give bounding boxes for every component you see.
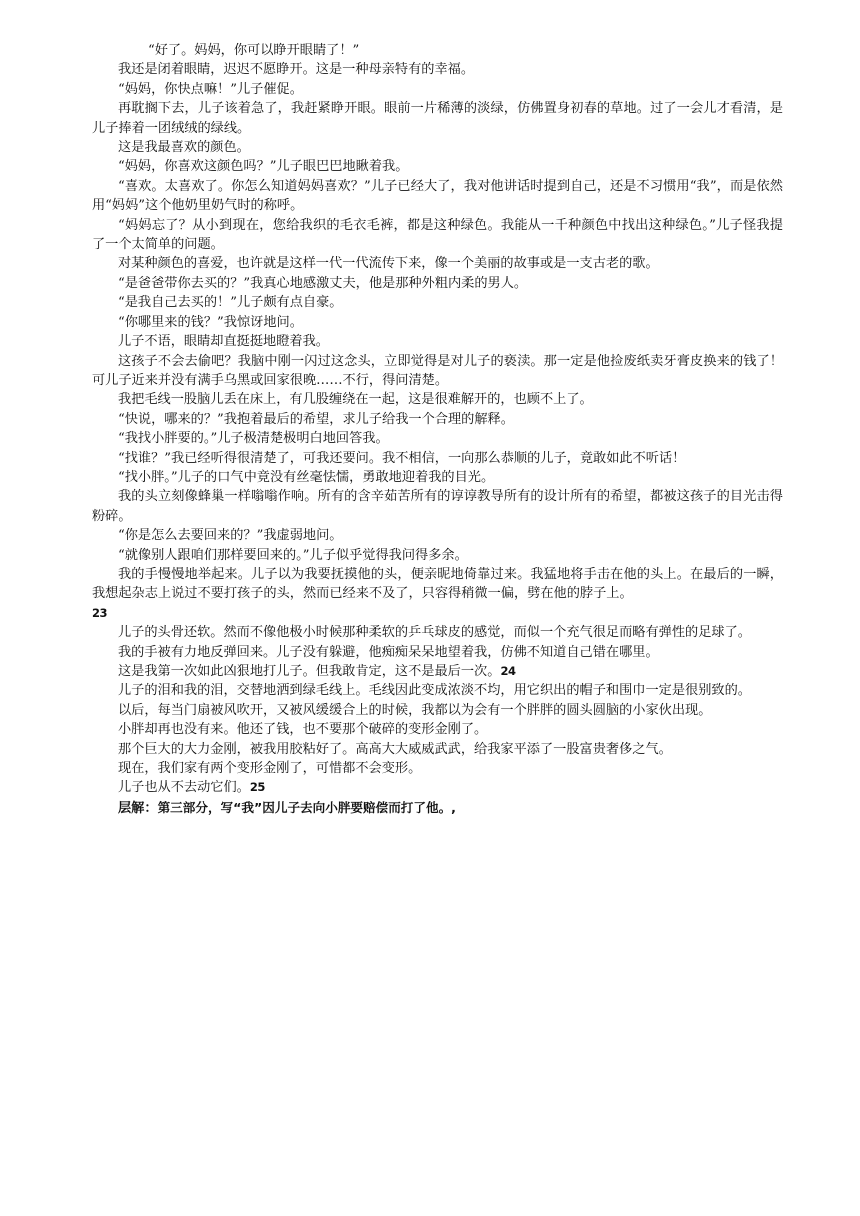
paragraph-22: “就像别人跟咱们那样要回来的。”儿子似乎觉得我问得多余。 [118,547,468,563]
layer-analysis [92,798,783,818]
paragraph-32 [92,778,783,797]
paragraph-1: “好了。妈妈，你可以睁开眼睛了！” [148,43,360,58]
paragraph-29: 小胖却再也没有来。他还了钱，也不要那个破碎的变形金刚了。 [118,722,488,738]
paragraph-9: 对某种颜色的喜爱，也许就是这样一代一代流传下来，像一个美丽的故事或是一支古老的歌。 [118,256,659,272]
paragraph-18: “找谁？”我已经听得很清楚了，可我还要问。我不相信，一向那么恭顺的儿子，竟敢如此不听话！ [118,450,686,466]
paragraph-14: 这孩子不会去偷吧？我脑中刚一闪过这念头，立即觉得是对儿子的亵渎。那一定是他捡废纸卖牙膏皮换来的钱了！可儿子近来并没有满手乌黑或回家很晚……不行，得问清楚。 [92,353,783,388]
paragraph-12: “你哪里来的钱？”我惊讶地问。 [118,314,303,330]
paragraph-31: 现在，我们家有两个变形金刚了，可惜都不会变形。 [118,761,422,777]
paragraph-23: 我的手慢慢地举起来。儿子以为我要抚摸他的头，便亲昵地倚靠过来。我猛地将手击在他的头上。在最后的一瞬，我想起杂志上说过不要打孩子的头，然而已经来不及了，只容得稍微一偏，劈在他的脖子上。 [92,566,783,602]
paragraph-2: 我还是闭着眼睛，迟迟不愿睁开。这是一种母亲特有的幸福。 [118,62,475,78]
section-marker-24: 24 [500,664,516,678]
paragraph-21: “你是怎么去要回来的？”我虚弱地问。 [118,528,343,544]
paragraph-24: 儿子的头骨还软。然而不像他极小时候那种柔软的乒乓球皮的感觉，而似一个充气很足而略有弹性的足球了。 [118,625,751,641]
paragraph-13: 儿子不语，眼睛却直挺挺地瞪着我。 [118,334,329,350]
paragraph-6: “妈妈，你喜欢这颜色吗？”儿子眼巴巴地瞅着我。 [118,159,409,175]
analysis-text: 第三部分，写“我”因儿子去向小胖要赔偿而打了他。, [157,799,456,815]
paragraph-10: “是爸爸带你去买的？”我真心地感激丈夫，他是那种外粗内柔的男人。 [118,275,528,291]
paragraph-32-text: 儿子也从不去动它们。 [118,780,250,796]
paragraph-8: “妈妈忘了？从小到现在，您给我织的毛衣毛裤，都是这种绿色。我能从一千种颜色中找出这种绿色。”儿子怪我提了一个太简单的问题。 [92,217,783,253]
paragraph-20: 我的头立刻像蜂巢一样嗡嗡作响。所有的含辛茹苦所有的谆谆教导所有的设计所有的希望，都被这孩子的目光击得粉碎。 [92,489,783,524]
paragraph-3: “妈妈，你快点嘛！”儿子催促。 [118,81,303,97]
analysis-label: 层解： [118,800,158,816]
section-marker-23-line [92,604,783,623]
paragraph-26-text: 这是我第一次如此凶狠地打儿子。但我敢肯定，这不是最后一次。 [118,664,501,679]
paragraph-19: “找小胖。”儿子的口气中竟没有丝毫怯懦，勇敢地迎着我的目光。 [118,469,495,485]
paragraph-7: “喜欢。太喜欢了。你怎么知道妈妈喜欢？”儿子已经大了，我对他讲话时提到自己，还是不习惯用“我”，而是依然用“妈妈”这个他奶里奶气时的称呼。 [92,178,783,214]
paragraph-28: 以后，每当门扇被风吹开，又被风缓缓合上的时候，我都以为会有一个胖胖的圆头圆脑的小家伙出现。 [118,702,712,718]
section-marker-23: 23 [92,605,108,620]
paragraph-16: “快说，哪来的？”我抱着最后的希望，求儿子给我一个合理的解释。 [118,411,514,427]
paragraph-26 [92,662,783,681]
document-page [92,41,783,818]
paragraph-15: 我把毛线一股脑儿丢在床上，有几股缠绕在一起，这是很难解开的，也顾不上了。 [118,392,593,408]
paragraph-25: 我的手被有力地反弹回来。儿子没有躲避，他痴痴呆呆地望着我，仿佛不知道自己错在哪里。 [118,644,659,660]
paragraph-11: “是我自己去买的！”儿子颇有点自豪。 [118,295,343,311]
paragraph-30: 那个巨大的大力金刚，被我用胶粘好了。高高大大威威武武，给我家平添了一股富贵奢侈之气。 [118,741,672,757]
paragraph-4: 再耽搁下去，儿子该着急了，我赶紧睁开眼。眼前一片稀薄的淡绿，仿佛置身初春的草地。过了一会儿才看清，是儿子捧着一团绒绒的绿线。 [92,101,783,136]
paragraph-5: 这是我最喜欢的颜色。 [118,140,250,156]
section-marker-25: 25 [249,780,265,795]
paragraph-17: “我找小胖要的。”儿子极清楚极明白地回答我。 [118,431,389,447]
paragraph-27: 儿子的泪和我的泪，交替地洒到绿毛线上。毛线因此变成浓淡不均，用它织出的帽子和围巾一定是很别致的。 [118,683,751,699]
